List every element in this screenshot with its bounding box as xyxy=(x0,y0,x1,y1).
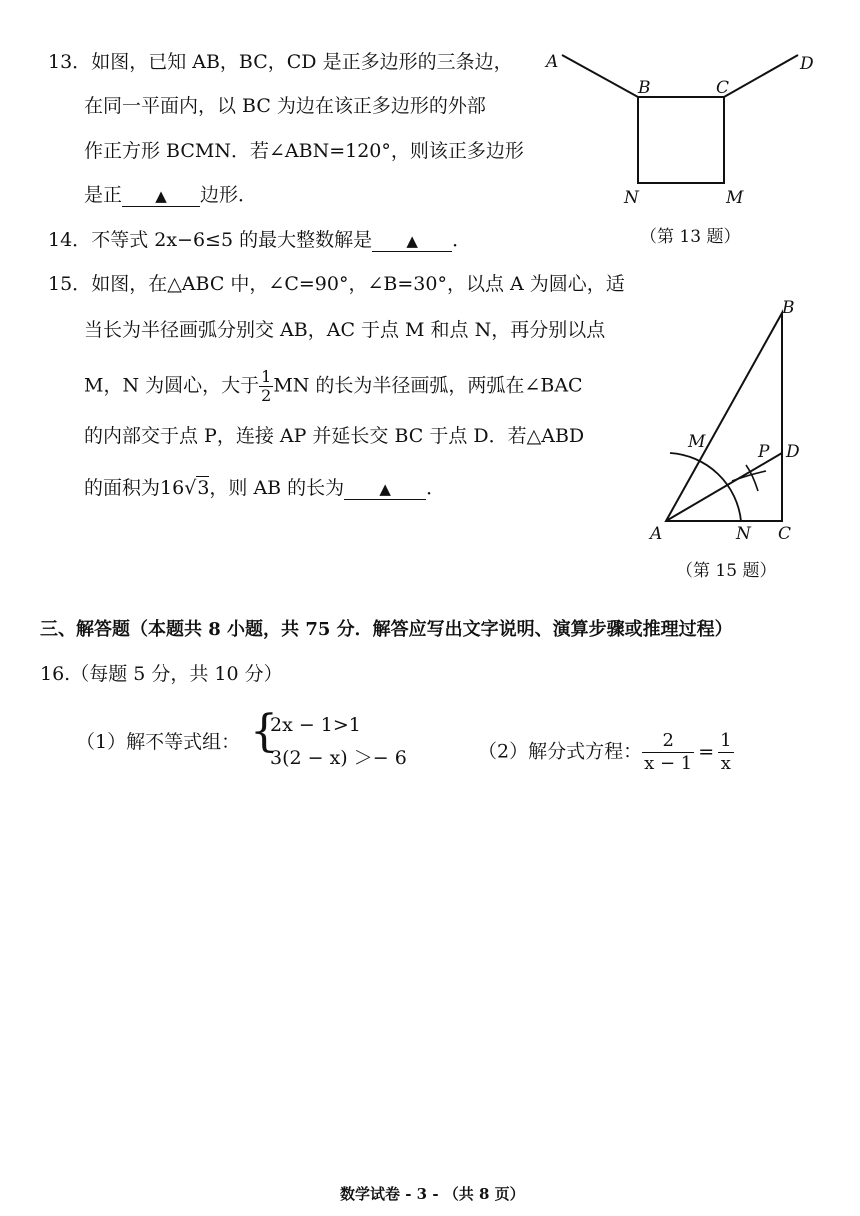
q15-frac-numerator: 1 xyxy=(261,367,272,386)
q13-label-c: C xyxy=(716,78,730,98)
q15-label-c: C xyxy=(778,524,792,544)
q16-points: （每题 5 分，共 10 分） xyxy=(70,663,283,685)
q14-line xyxy=(48,228,471,252)
q16-part2 xyxy=(478,730,734,775)
q16-part1-brace: { xyxy=(250,706,278,757)
q13-figure xyxy=(540,45,830,215)
q14-text: 不等式 2x−6≤5 的最大整数解是 xyxy=(91,229,373,251)
page-footer: 数学试卷 - 3 - （共 8 页） xyxy=(340,1185,525,1203)
q16-part2-rhs-num: 1 xyxy=(720,730,732,751)
q16-number: 16. xyxy=(40,663,71,685)
q16-part2-lhs-den: x − 1 xyxy=(644,753,693,774)
q13-label-b: B xyxy=(638,78,651,98)
q15-text-line4: 的内部交于点 P，连接 AP 并延长交 BC 于点 D．若△ABD xyxy=(84,425,585,447)
q15-line1 xyxy=(48,272,625,296)
q13-segment-ab xyxy=(562,55,638,97)
q13-text-line2: 在同一平面内，以 BC 为边在该正多边形的外部 xyxy=(84,95,486,117)
q15-label-b: B xyxy=(782,298,795,318)
q13-square-bcmn xyxy=(638,97,724,183)
q13-caption: （第 13 题） xyxy=(640,227,741,247)
q16-part1-eq1: 2x − 1>1 xyxy=(270,714,361,736)
q16-part2-lhs-num: 2 xyxy=(642,730,694,753)
q16-part1-eq2: 3(2 − x) ＞− 6 xyxy=(270,747,407,769)
q15-text-line5-pre: 的面积为 xyxy=(84,477,161,499)
q13-segment-cd xyxy=(724,55,798,97)
q15-text-line3-post: MN 的长为半径画弧，两弧在∠BAC xyxy=(273,374,583,397)
q13-line1 xyxy=(48,50,513,74)
q14-end: ． xyxy=(452,229,472,251)
q15-label-d: D xyxy=(786,442,800,462)
q13-number: 13． xyxy=(48,51,92,73)
q15-fraction-half xyxy=(259,368,273,405)
q14-number: 14． xyxy=(48,229,92,251)
q15-line3 xyxy=(84,368,583,405)
q15-arc-mn xyxy=(670,453,741,521)
q13-line4 xyxy=(84,183,257,207)
q15-label-a: A xyxy=(650,524,663,544)
q16-part2-rhs-den: x xyxy=(720,753,731,774)
q16-part1-label: （1）解不等式组： xyxy=(76,731,241,753)
q13-label-n: N xyxy=(624,188,639,208)
q15-line5 xyxy=(84,476,445,500)
q15-number: 15． xyxy=(48,273,92,295)
q15-end: ． xyxy=(426,477,446,499)
q13-text-line4-post: 边形． xyxy=(200,184,258,206)
q16-header xyxy=(40,662,283,686)
q16-part2-label: （2）解分式方程： xyxy=(478,740,643,763)
q15-label-m: M xyxy=(688,432,706,452)
q13-label-d: D xyxy=(800,54,814,74)
q13-label-m: M xyxy=(726,188,744,208)
q13-text-line1: 如图，已知 AB，BC，CD 是正多边形的三条边， xyxy=(91,51,513,73)
q13-text-line3: 作正方形 BCMN．若∠ABN=120°，则该正多边形 xyxy=(84,140,524,162)
q13-label-a: A xyxy=(546,52,559,72)
q15-caption: （第 15 题） xyxy=(676,561,777,581)
q15-label-n: N xyxy=(736,524,751,544)
q16-part2-lhs xyxy=(642,730,694,775)
q15-frac-denominator: 2 xyxy=(261,386,272,405)
q15-text-line2: 当长为半径画弧分别交 AB，AC 于点 M 和点 N，再分别以点 xyxy=(84,319,606,341)
q15-figure xyxy=(640,295,820,555)
q16-part2-equals: = xyxy=(698,740,715,763)
q14-answer-blank: ▲ xyxy=(372,231,452,252)
q15-text-line5-mid: ，则 AB 的长为 xyxy=(209,477,345,499)
q13-answer-blank: ▲ xyxy=(122,186,200,207)
section3-title: 三、解答题（本题共 8 小题，共 75 分．解答应写出文字说明、演算步骤或推理过程） xyxy=(40,619,733,640)
q15-text-line1: 如图，在△ABC 中，∠C=90°，∠B=30°，以点 A 为圆心，适 xyxy=(91,273,625,295)
q13-text-line4-pre: 是正 xyxy=(84,184,123,206)
q15-text-line3-pre: M，N 为圆心，大于 xyxy=(84,374,260,397)
q15-label-p: P xyxy=(758,442,770,462)
q15-area-coefficient: 16 xyxy=(160,477,185,499)
q15-sqrt-symbol: √ xyxy=(184,477,197,499)
q15-triangle-abc xyxy=(666,313,782,521)
q15-area-radicand: 3 xyxy=(197,477,210,499)
q15-answer-blank: ▲ xyxy=(344,479,426,500)
q16-part2-rhs xyxy=(718,730,733,775)
q15-ray-ad xyxy=(666,453,782,521)
